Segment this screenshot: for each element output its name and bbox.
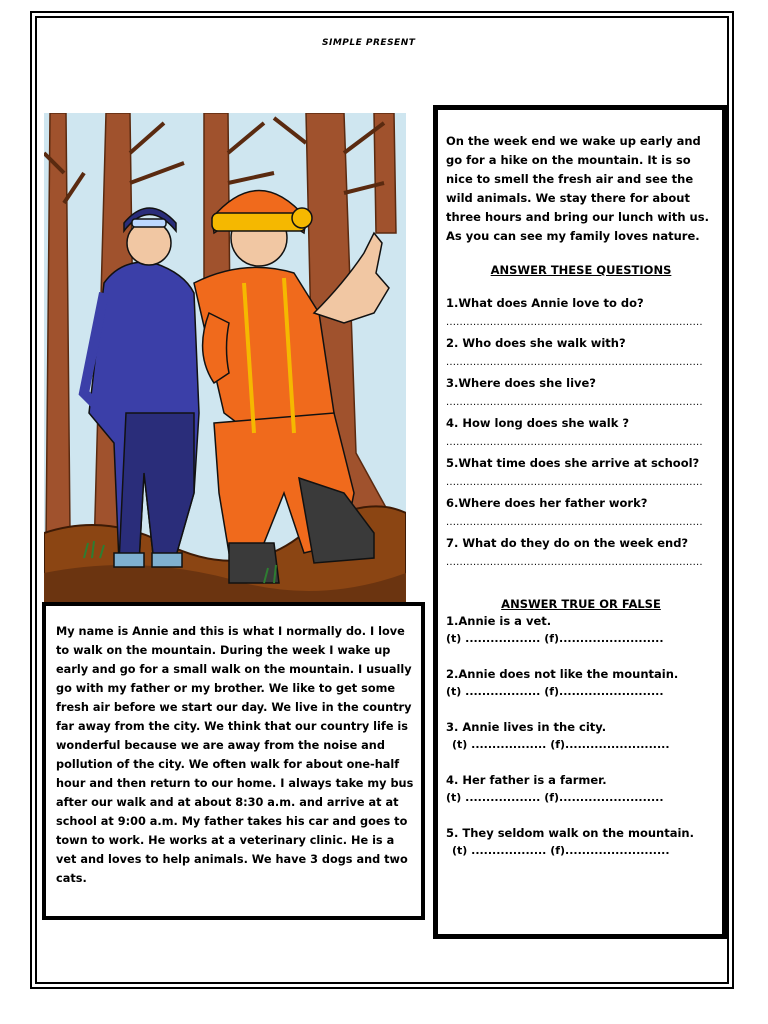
true-false-heading: ANSWER TRUE OR FALSE: [501, 597, 661, 611]
question-item: 2. Who does she walk with?: [446, 336, 626, 350]
questions-panel: [433, 105, 727, 939]
question-item: 1.What does Annie love to do?: [446, 296, 644, 310]
question-item: 5.What time does she arrive at school?: [446, 456, 700, 470]
story-box: [42, 602, 425, 920]
answer-line[interactable]: ............................................................................: [446, 437, 703, 448]
tf-options[interactable]: (t) .................. (f).........................: [446, 791, 664, 804]
story-text: My name is Annie and this is what I normally do. I love to walk on the mountain. During the week I wake up early and go for a small walk on the mountain. I usually go with my father or my brother. We like to get some fresh air before we start our day. We live in the country far away from the city. We think that our country life is wonderful because we are away from the noise and pollution of the city. We often walk for about one-half hour and then return to our home. I always take my bus after our walk and at about 8:30 a.m. and arrive at at school at 9:00 a.m. My father takes his car and goes to town to work. He works at a veterinary clinic. He is a vet and loves to help animals. We have 3 dogs and two cats.: [56, 625, 414, 885]
question-item: 6.Where does her father work?: [446, 496, 648, 510]
tf-statement: 5. They seldom walk on the mountain.: [446, 826, 694, 840]
answer-line[interactable]: ............................................................................: [446, 477, 703, 488]
answer-line[interactable]: ............................................................................: [446, 557, 703, 568]
tf-options[interactable]: (t) .................. (f).........................: [452, 844, 670, 857]
answer-line[interactable]: ............................................................................: [446, 517, 703, 528]
answer-line[interactable]: ............................................................................: [446, 317, 703, 328]
hikers-illustration: [44, 113, 406, 603]
tf-statement: 1.Annie is a vet.: [446, 614, 552, 628]
tf-statement: 4. Her father is a farmer.: [446, 773, 607, 787]
weekend-paragraph: On the week end we wake up early and go for a hike on the mountain. It is so nice to smell the fresh air and see the wild animals. We stay there for about three hours and bring our lunch with us. As you can see my family loves nature.: [446, 134, 709, 243]
tf-statement: 3. Annie lives in the city.: [446, 720, 607, 734]
question-item: 4. How long does she walk ?: [446, 416, 630, 430]
tf-options[interactable]: (t) .................. (f).........................: [452, 738, 670, 751]
tf-options[interactable]: (t) .................. (f).........................: [446, 685, 664, 698]
questions-list: [446, 295, 716, 569]
question-item: 7. What do they do on the week end?: [446, 536, 689, 550]
answer-line[interactable]: ............................................................................: [446, 397, 703, 408]
tf-options[interactable]: (t) .................. (f).........................: [446, 632, 664, 645]
tf-statement: 2.Annie does not like the mountain.: [446, 667, 679, 681]
page-title: SIMPLE PRESENT: [322, 38, 416, 48]
question-item: 3.Where does she live?: [446, 376, 596, 390]
true-false-list: [446, 613, 716, 859]
answer-line[interactable]: ............................................................................: [446, 357, 703, 368]
questions-heading: ANSWER THESE QUESTIONS: [490, 263, 672, 277]
